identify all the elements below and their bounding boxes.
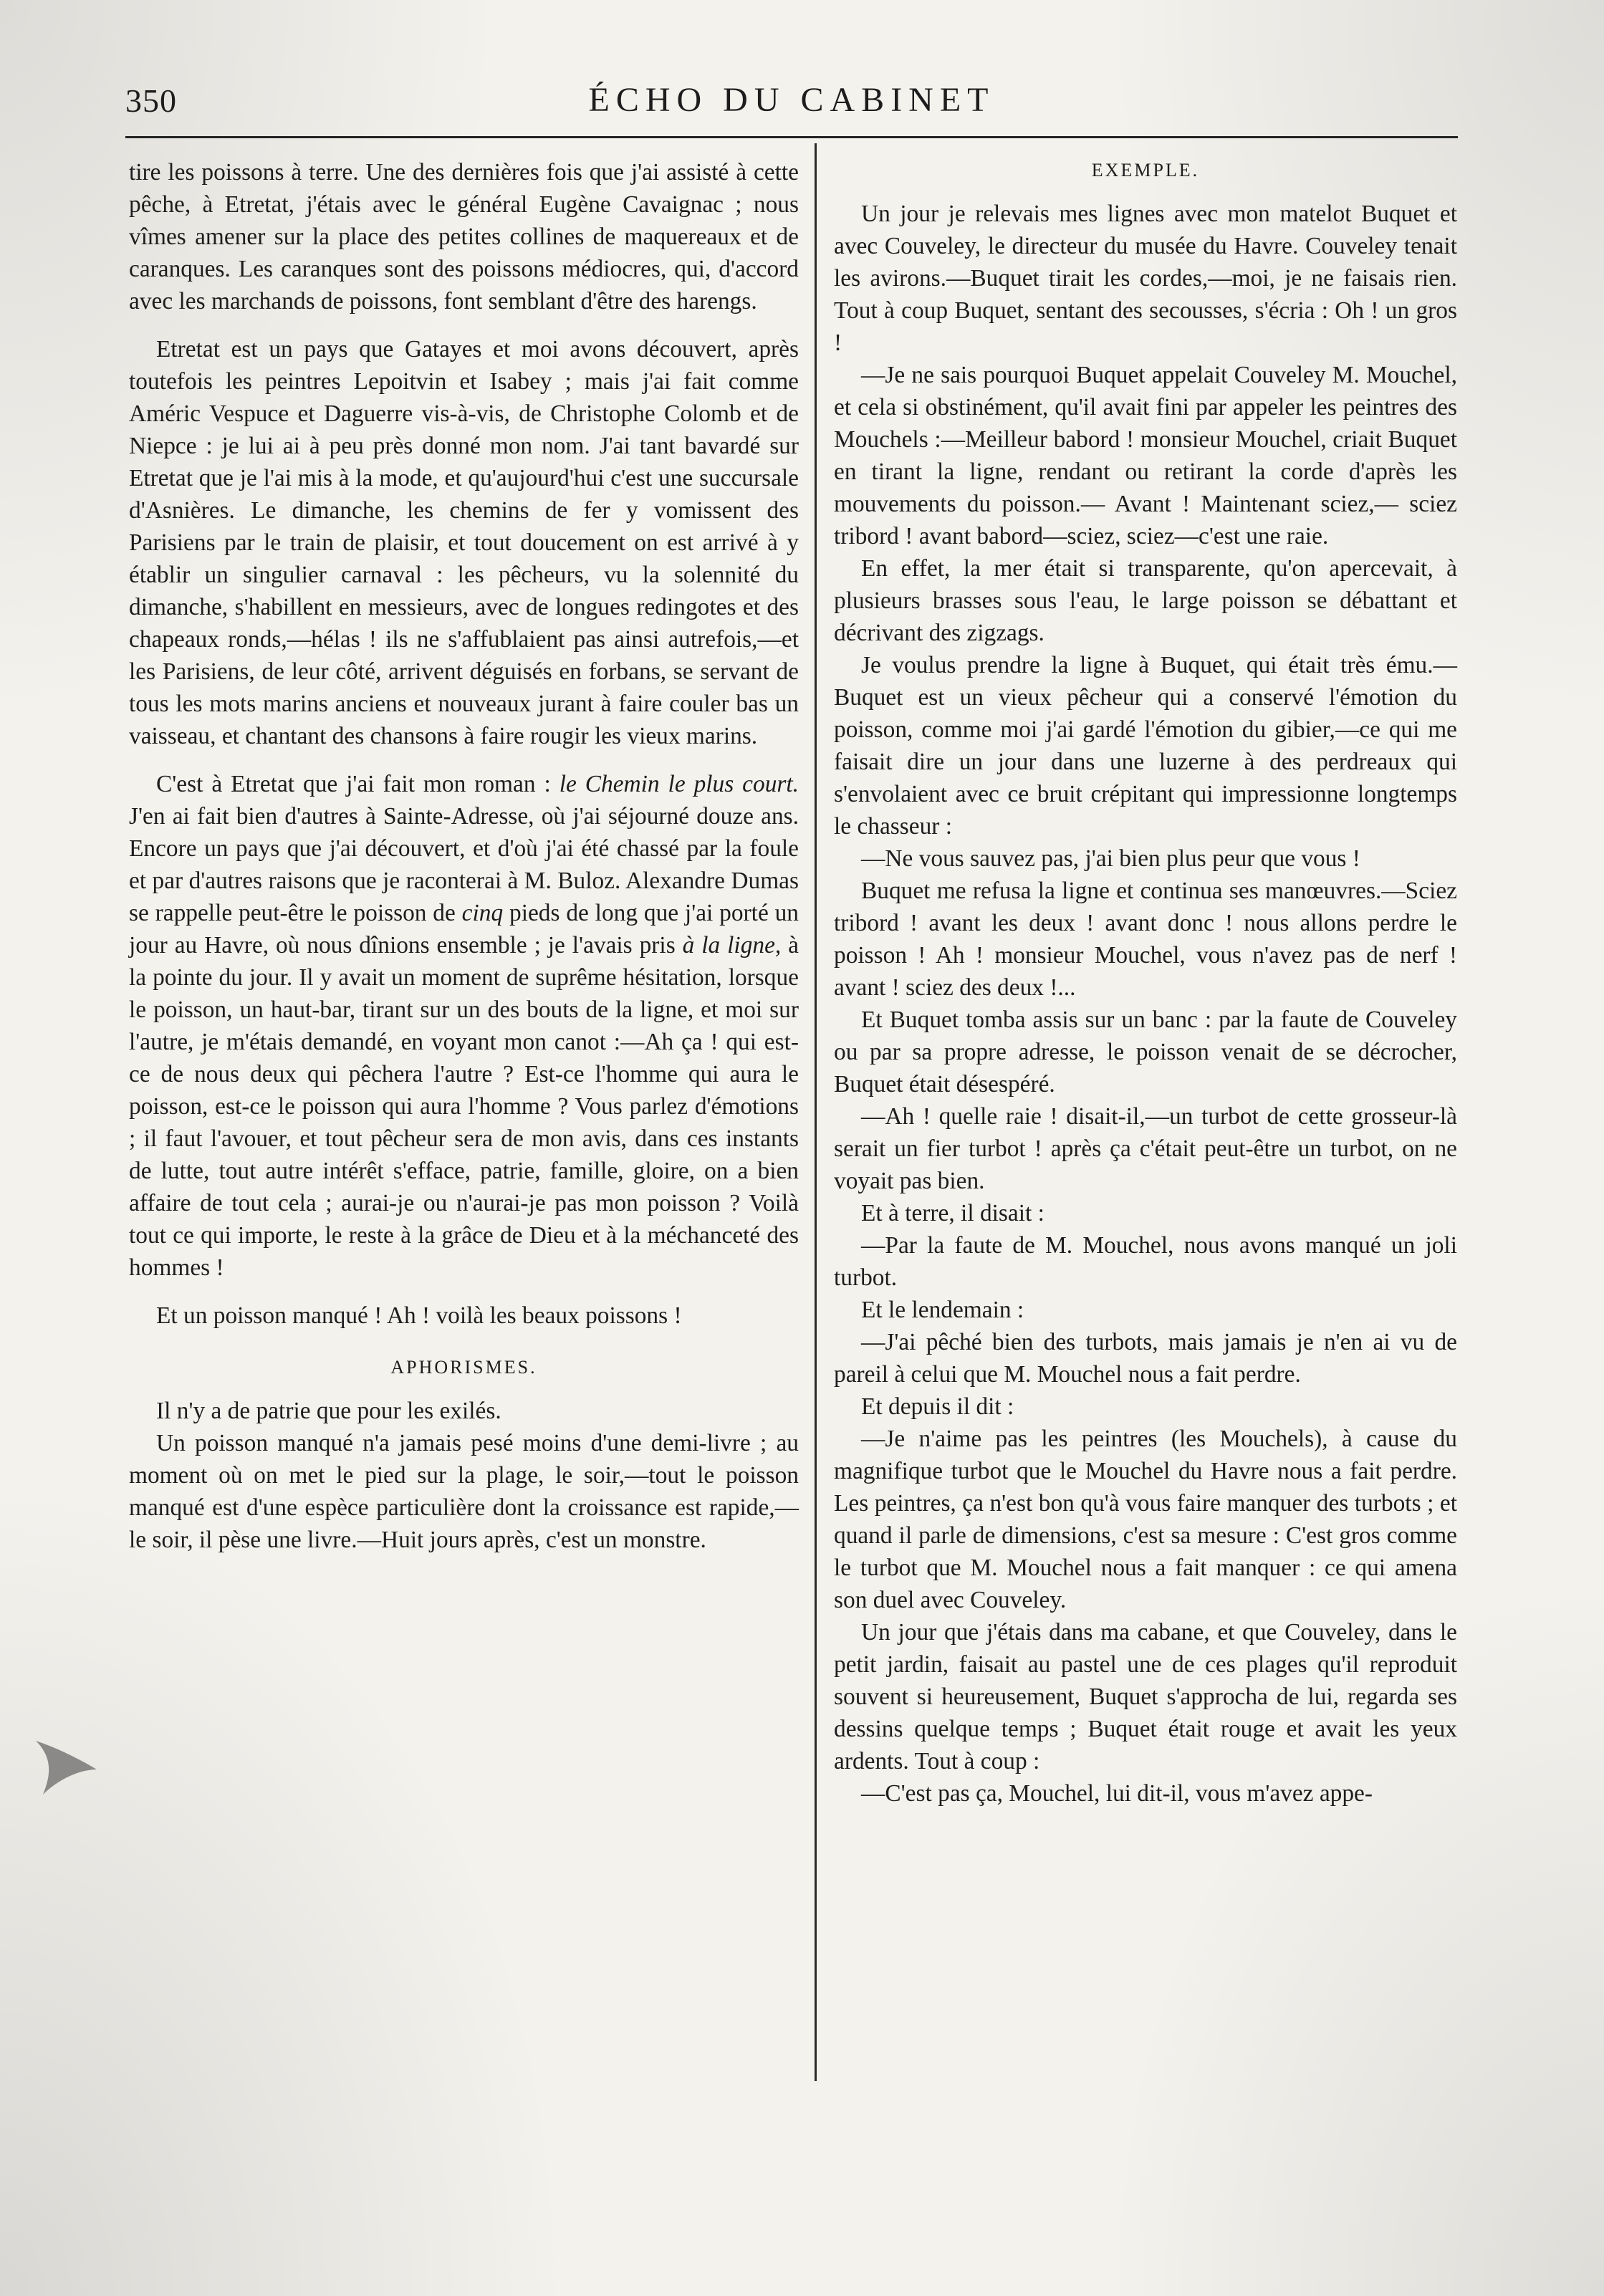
paragraph: —Par la faute de M. Mouchel, nous avons manqué un joli turbot. bbox=[834, 1232, 1457, 1291]
paragraph bbox=[129, 768, 799, 1284]
paragraph: Et depuis il dit : bbox=[861, 1393, 1014, 1420]
paragraph: Et Buquet tomba assis sur un banc : par la faute de Couveley ou par sa propre adresse, le poisson venait de se décrocher, Buquet était désespéré. bbox=[834, 1007, 1457, 1097]
paragraph: —J'ai pêché bien des turbots, mais jamais je n'en ai vu de pareil à celui que M. Mouchel nous a fait perdre. bbox=[834, 1329, 1457, 1388]
left-column bbox=[129, 156, 799, 1556]
paragraph: Et le lendemain : bbox=[861, 1297, 1024, 1323]
paragraph: Il n'y a de patrie que pour les exilés. bbox=[156, 1398, 501, 1424]
paragraph: —Ah ! quelle raie ! disait-il,—un turbot de cette grosseur-là serait un fier turbot ! après ça c'était peut-être un turbot, on ne voyait pas bien. bbox=[834, 1103, 1457, 1194]
paragraph: Un jour je relevais mes lignes avec mon matelot Buquet et avec Couveley, le directeur du musée du Havre. Couveley tenait les avirons.—Buquet tirait les cordes,—moi, je ne faisais rien. Tout à coup Buquet, sentant des secousses, s'écria : Oh ! un gros ! bbox=[834, 201, 1457, 356]
running-title: ÉCHO DU CABINET bbox=[588, 81, 995, 119]
paragraph: —Je ne sais pourquoi Buquet appelait Couveley M. Mouchel, et cela si obstinément, qu'il avait fini par appeler les peintres des Mouchels :—Meilleur babord ! monsieur Mouchel, criait Buquet en tirant la ligne, rendant ou retirant la corde d'après les mouvements du poisson.— Avant ! Maintenant sciez,— sciez tribord ! avant babord—sciez, sciez—c'est une raie. bbox=[834, 362, 1457, 549]
column-divider bbox=[815, 143, 817, 2081]
emphasis: à la ligne, bbox=[682, 932, 782, 959]
paragraph: Un poisson manqué n'a jamais pesé moins d'une demi-livre ; au moment où on met le pied sur la plage, le soir,—tout le poisson manqué est d'une espèce particulière dont la croissance est rapide,—le soir, il pèse une livre.—Huit jours après, c'est un monstre. bbox=[129, 1430, 799, 1553]
text-run: pieds de long que j'ai porté un jour au Havre, où nous dînions ensemble ; je l'avais pris bbox=[129, 900, 799, 959]
paragraph: Un jour que j'étais dans ma cabane, et que Couveley, dans le petit jardin, faisait au pastel une de ces plages qu'il reproduit souvent si heureusement, Buquet s'approcha de lui, regarda ses dessins quelque temps ; Buquet était rouge et avait les yeux ardents. Tout à coup : bbox=[834, 1619, 1457, 1774]
paragraph: tire les poissons à terre. Une des dernières fois que j'ai assisté à cette pêche, à Etretat, j'étais avec le général Eugène Cavaignac ; nous vîmes amener sur la place des petites collines de maquereaux et de caranques. Les caranques sont des poissons médiocres, qui, d'accord avec les marchands de poissons, font semblant d'être des harengs. bbox=[129, 159, 799, 314]
section-title-aphorismes: APHORISMES. bbox=[390, 1357, 537, 1378]
paragraph: Je voulus prendre la ligne à Buquet, qui était très ému.—Buquet est un vieux pêcheur qui a conservé l'émotion du poisson, comme moi j'ai gardé l'émotion du gibier,—ce qui me faisait dire un jour dans une luzerne à des perdreaux qui s'envolaient avec ce bruit crépitant qui impressionne longtemps le chasseur : bbox=[834, 652, 1457, 840]
header-rule bbox=[125, 136, 1458, 138]
novel-title: le Chemin le plus court. bbox=[559, 771, 799, 797]
text-run: à la pointe du jour. Il y avait un moment de suprême hésitation, lorsque le poisson, un haut-bar, tirant sur un des bouts de la ligne, et moi sur l'autre, je m'étais demandé, en voyant mon canot :—Ah ça ! qui est-ce de nous deux qui pêchera l'autre ? Est-ce l'homme qui aura le poisson, est-ce le poisson qui aura l'homme ? Vous parlez d'émotions ; il faut l'avouer, et tout pêcheur sera de mon avis, dans ces instants de lutte, tout autre intérêt s'efface, patrie, famille, gloire, on a bien affaire de tout cela ; aurai-je ou n'aurai-je pas mon poisson ? Voilà tout ce qui importe, le reste à la grâce de Dieu et à la méchanceté des hommes ! bbox=[129, 932, 799, 1281]
right-column bbox=[834, 156, 1457, 1810]
paragraph: Et un poisson manqué ! Ah ! voilà les beaux poissons ! bbox=[156, 1302, 682, 1329]
paragraph: —Ne vous sauvez pas, j'ai bien plus peur que vous ! bbox=[861, 845, 1360, 872]
page-number: 350 bbox=[125, 82, 177, 119]
page-header bbox=[125, 77, 1458, 142]
paragraph: Buquet me refusa la ligne et continua ses manœuvres.—Sciez tribord ! avant les deux ! avant donc ! nous allons perdre le poisson ! Ah ! monsieur Mouchel, vous n'avez pas de nerf ! avant ! sciez des deux !... bbox=[834, 878, 1457, 1001]
emphasis: cinq bbox=[461, 900, 504, 926]
text-run: C'est à Etretat que j'ai fait mon roman : bbox=[156, 771, 560, 797]
paragraph: Etretat est un pays que Gatayes et moi avons découvert, après toutefois les peintres Lepoitvin et Isabey ; mais j'ai fait comme Améric Vespuce et Daguerre vis-à-vis, de Christophe Colomb et de Niepce : je lui ai à peu près donné mon nom. J'ai tant bavardé sur Etretat que je l'ai mis à la mode, et qu'aujourd'hui c'est une succursale d'Asnières. Le dimanche, les chemins de fer y vomissent des Parisiens par le train de plaisir, et tout doucement on est arrivé à y établir un singulier carnaval : les pêcheurs, vu la solennité du dimanche, s'habillent en messieurs, avec de longues redingotes et des chapeaux ronds,—hélas ! ils ne s'affublaient pas ainsi autrefois,—et les Parisiens, de leur côté, arrivent déguisés en forbans, se servant de tous les mots marins anciens et nouveaux jurant à faire couler bas un vaisseau, et chantant des chansons à faire rougir les vieux marins. bbox=[129, 336, 799, 749]
paragraph: Et à terre, il disait : bbox=[861, 1200, 1044, 1226]
paragraph: En effet, la mer était si transparente, qu'on apercevait, à plusieurs brasses sous l'eau, le large poisson se débattant et décrivant des zigzags. bbox=[834, 555, 1457, 646]
paragraph: —C'est pas ça, Mouchel, lui dit-il, vous m'avez appe- bbox=[861, 1780, 1373, 1807]
text-run: J'en ai fait bien d'autres à Sainte-Adresse, où j'ai séjourné douze ans. Encore un pays que j'ai découvert, et d'où j'ai été chassé par la foule et par d'autres raisons que je raconterai à M. Buloz. Alexandre Dumas se rappelle peut-être le poisson de bbox=[129, 803, 799, 926]
section-title-exemple: EXEMPLE. bbox=[1091, 160, 1200, 181]
ink-smudge-decoration bbox=[29, 1726, 115, 1805]
paragraph: —Je n'aime pas les peintres (les Mouchels), à cause du magnifique turbot que le Mouchel du Havre nous a fait perdre. Les peintres, ça n'est bon qu'à vous faire manquer des turbots ; et quand il parle de dimensions, c'est sa mesure : C'est gros comme le turbot que M. Mouchel nous a fait manquer : ce qui amena son duel avec Couveley. bbox=[834, 1426, 1457, 1613]
